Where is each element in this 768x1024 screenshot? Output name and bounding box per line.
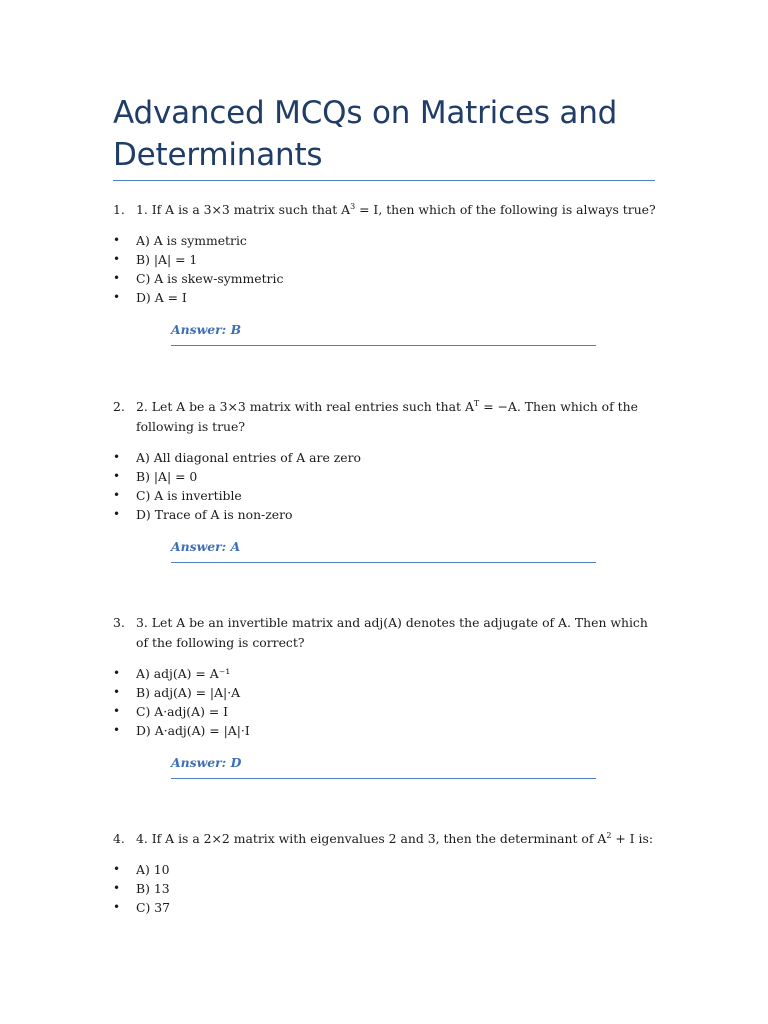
option-item: • C) A is skew-symmetric bbox=[113, 271, 284, 286]
question-text: 1. If A is a 3×3 matrix such that $A^3 = I$, then which of the following is always true? bbox=[136, 202, 656, 217]
bullet-icon: • bbox=[113, 271, 121, 285]
options-list bbox=[113, 231, 658, 307]
bullet-icon: • bbox=[113, 666, 121, 680]
answer-label: Answer: D bbox=[171, 753, 596, 779]
bullet-icon: • bbox=[113, 488, 121, 502]
bullet-icon: • bbox=[113, 900, 121, 914]
option-item: • C) A is invertible bbox=[113, 488, 242, 503]
option-item: • A) 10 bbox=[113, 862, 170, 877]
bullet-icon: • bbox=[113, 252, 121, 266]
option-item: • D) A = I bbox=[113, 290, 187, 305]
bullet-icon: • bbox=[113, 507, 121, 521]
bullet-icon: • bbox=[113, 233, 121, 247]
question-number: 2. bbox=[113, 399, 125, 414]
bullet-icon: • bbox=[113, 704, 121, 718]
question-4 bbox=[113, 829, 658, 917]
option-item: • A) adj(A) = A⁻¹ bbox=[113, 666, 231, 681]
option-item: • C) A·adj(A) = I bbox=[113, 704, 229, 719]
question-text: 4. If A is a 2×2 matrix with eigenvalues 2 and 3, then the determinant of $A^2 + I$ is: bbox=[136, 831, 653, 846]
option-item: • B) 13 bbox=[113, 881, 170, 896]
bullet-icon: • bbox=[113, 723, 121, 737]
question-3 bbox=[113, 613, 658, 779]
option-item: • D) Trace of A is non-zero bbox=[113, 507, 293, 522]
question-1 bbox=[113, 200, 658, 346]
question-number: 3. bbox=[113, 615, 125, 630]
bullet-icon: • bbox=[113, 469, 121, 483]
option-item: • D) A·adj(A) = |A|·I bbox=[113, 723, 250, 738]
option-item: • B) |A| = 0 bbox=[113, 469, 198, 484]
bullet-icon: • bbox=[113, 881, 121, 895]
question-number: 4. bbox=[113, 831, 125, 846]
bullet-icon: • bbox=[113, 685, 121, 699]
question-2 bbox=[113, 397, 658, 563]
document-title: Advanced MCQs on Matrices and Determinants bbox=[113, 95, 618, 173]
option-item: • B) adj(A) = |A|·A bbox=[113, 685, 241, 700]
option-item: • A) A is symmetric bbox=[113, 233, 247, 248]
option-item: • A) All diagonal entries of A are zero bbox=[113, 450, 361, 465]
bullet-icon: • bbox=[113, 450, 121, 464]
question-text: 2. Let A be a 3×3 matrix with real entries such that $A^T = -A$. Then which of the following is true? bbox=[136, 399, 638, 434]
bullet-icon: • bbox=[113, 290, 121, 304]
option-item: • B) |A| = 1 bbox=[113, 252, 198, 267]
options-list bbox=[113, 448, 658, 524]
answer-label: Answer: B bbox=[171, 320, 596, 346]
question-number: 1. bbox=[113, 202, 125, 217]
title-divider bbox=[113, 180, 655, 181]
options-list bbox=[113, 664, 658, 740]
answer-label: Answer: A bbox=[171, 537, 596, 563]
options-list bbox=[113, 860, 658, 917]
bullet-icon: • bbox=[113, 862, 121, 876]
question-text: 3. Let A be an invertible matrix and adj(A) denotes the adjugate of A. Then which of the following is correct? bbox=[136, 615, 648, 650]
option-item: • C) 37 bbox=[113, 900, 171, 915]
